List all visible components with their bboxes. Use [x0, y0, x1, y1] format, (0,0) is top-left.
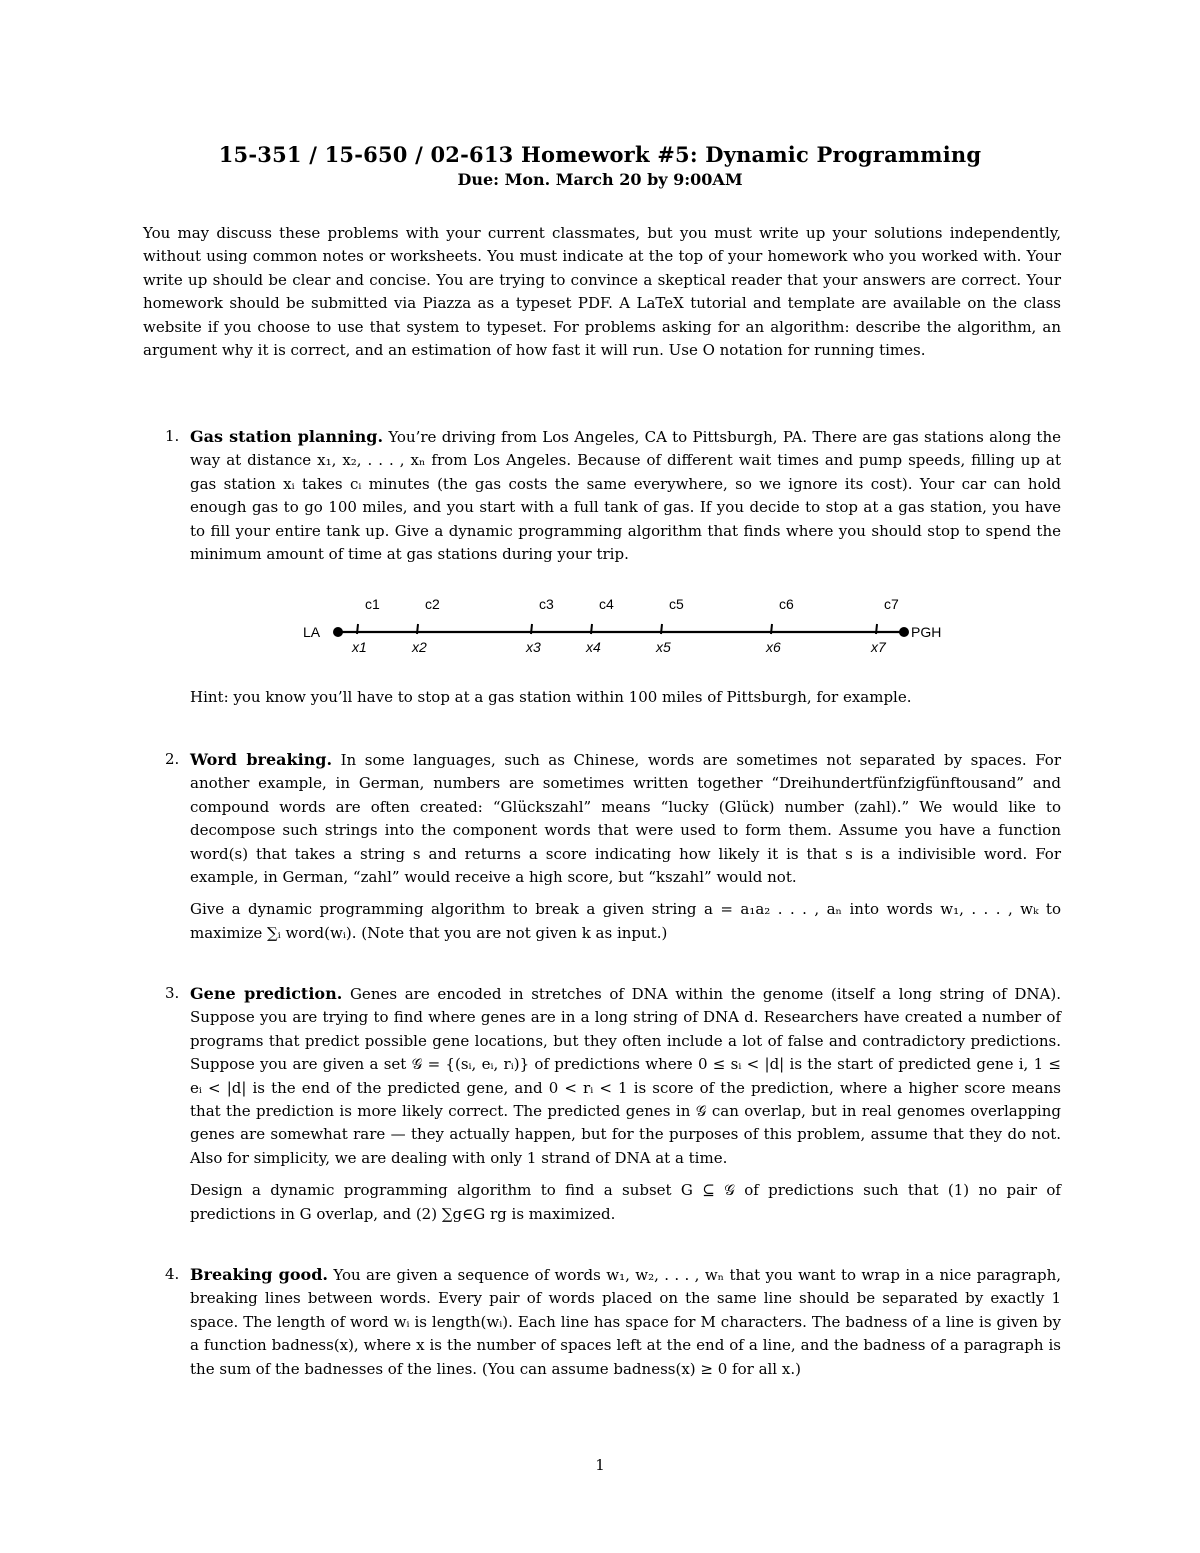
station-distance-label: x4 — [586, 639, 601, 655]
intro-paragraph: You may discuss these problems with your current classmates, but you must write up your solutions independently, without using common notes or worksheets. You must indicate at the top of your homework who you worked with. Your write up should be clear and concise. You are trying to convince a skeptical reader that your answers are correct. Your homework should be submitted via Piazza as a typeset PDF. A LaTeX tutorial and template are available on the class website if you choose to use that system to typeset. For problems asking for an algorithm: describe the algorithm, an argument why it is correct, and an estimation of how fast it will run. Use O notation for running times. — [143, 224, 1061, 360]
problem-description: You’re driving from Los Angeles, CA to Pittsburgh, PA. There are gas stations along the way at distance x₁, x₂, . . . , xₙ from Los Angeles. Because of different wait times and pump speeds, filling up at gas station xᵢ takes cᵢ minutes (the gas costs the same everywhere, so we ignore its cost). Your car can hold enough gas to go 100 miles, and you start with a full tank of gas. If you decide to stop at a gas station, you have to fill your entire tank up. Give a dynamic programming algorithm that finds where you should stop to spend the minimum amount of time at gas stations during your trip. — [190, 428, 1061, 564]
problem-1 — [165, 425, 1061, 566]
problem-3 — [165, 982, 1061, 1226]
problem-description: Genes are encoded in stretches of DNA within the genome (itself a long string of DNA). Suppose you are trying to find where genes are in a long string of DNA d. Researchers have created a number of programs that predict possible gene locations, but they often include a lot of false and contradictory predictions. Suppose you are given a set 𝒢 = {(sᵢ, eᵢ, rᵢ)} of predictions where 0 ≤ sᵢ < |d| is the start of predicted gene i, 1 ≤ eᵢ < |d| is the end of the predicted gene, and 0 < rᵢ < 1 is score of the prediction, where a higher score means that the prediction is more likely correct. The predicted genes in 𝒢 can overlap, but in real genomes overlapping genes are somewhat rare — they actually happen, but for the purposes of this problem, assume that they do not. Also for simplicity, we are dealing with only 1 strand of DNA at a time. — [190, 985, 1061, 1167]
start-dot — [333, 627, 343, 637]
problem-number: 2. — [165, 750, 180, 768]
station-cost-label: c2 — [425, 596, 440, 612]
station-tick — [876, 624, 877, 634]
station-cost-label: c3 — [539, 596, 554, 612]
problem-text — [190, 982, 1061, 1170]
problem-text — [190, 1263, 1061, 1381]
station-cost-label: c7 — [884, 596, 899, 612]
problem-4 — [165, 1263, 1061, 1381]
problem-task: Give a dynamic programming algorithm to break a given string a = a₁a₂ . . . , aₙ into words w₁, . . . , wₖ to maximize ∑ᵢ word(wᵢ). (Note that you are not given k as input.) — [190, 900, 1061, 942]
station-tick — [357, 624, 358, 634]
problem-description: In some languages, such as Chinese, words are sometimes not separated by spaces. For another example, in German, numbers are sometimes written together “Dreihundertfünfzigfünftousand” and compound words are often created: “Glückszahl” means “lucky (Glück) number (zahl).” We would like to decompose such strings into the component words that were used to form them. Assume you have a function word(s) that takes a string s and returns a score indicating how likely it is that s is a indivisible word. For example, in German, “zahl” would receive a high score, but “kszahl” would not. — [190, 751, 1061, 887]
station-distance-label: x7 — [871, 639, 886, 655]
station-distance-label: x1 — [352, 639, 367, 655]
station-cost-label: c1 — [365, 596, 380, 612]
station-distance-label: x2 — [412, 639, 427, 655]
station-tick — [531, 624, 532, 634]
due-date: Due: Mon. March 20 by 9:00AM — [457, 170, 743, 189]
station-tick — [771, 624, 772, 634]
page-number: 1 — [595, 1456, 605, 1474]
end-dot — [899, 627, 909, 637]
problem-description: You are given a sequence of words w₁, w₂, . . . , wₙ that you want to wrap in a nice paragraph, breaking lines between words. Every pair of words placed on the same line should be separated by exactly 1 space. The length of word wᵢ is length(wᵢ). Each line has space for M characters. The badness of a line is given by a function badness(x), where x is the number of spaces left at the end of a line, and the badness of a paragraph is the sum of the badnesses of the lines. (You can assume badness(x) ≥ 0 for all x.) — [190, 1266, 1062, 1378]
station-distance-label: x3 — [526, 639, 541, 655]
problem-heading: Breaking good. — [190, 1265, 328, 1284]
station-distance-label: x6 — [766, 639, 781, 655]
station-tick — [591, 624, 592, 634]
gas-station-diagram — [300, 592, 960, 662]
problem-task: Design a dynamic programming algorithm to find a subset G ⊆ 𝒢 of predictions such that (1) no pair of predictions in G overlap, and (2) ∑g∈G rg is maximized. — [190, 1181, 1061, 1223]
station-cost-label: c4 — [599, 596, 614, 612]
station-cost-label: c5 — [669, 596, 684, 612]
problem-1-hint — [165, 686, 1061, 709]
problem-text — [190, 748, 1061, 889]
problem-heading: Gene prediction. — [190, 984, 343, 1003]
end-label: PGH — [911, 624, 942, 640]
problem-heading: Gas station planning. — [190, 427, 384, 446]
page-title: 15-351 / 15-650 / 02-613 Homework #5: Dynamic Programming — [218, 142, 982, 167]
hint-text: Hint: you know you’ll have to stop at a gas station within 100 miles of Pittsburgh, for example. — [190, 688, 912, 706]
problem-number: 1. — [165, 427, 180, 445]
problem-number: 4. — [165, 1265, 180, 1283]
station-tick — [661, 624, 662, 634]
problem-2 — [165, 748, 1061, 945]
station-cost-label: c6 — [779, 596, 794, 612]
start-label: LA — [303, 624, 321, 640]
station-distance-label: x5 — [656, 639, 671, 655]
problem-number: 3. — [165, 984, 180, 1002]
station-tick — [417, 624, 418, 634]
problem-text — [190, 425, 1061, 566]
problem-heading: Word breaking. — [190, 750, 333, 769]
